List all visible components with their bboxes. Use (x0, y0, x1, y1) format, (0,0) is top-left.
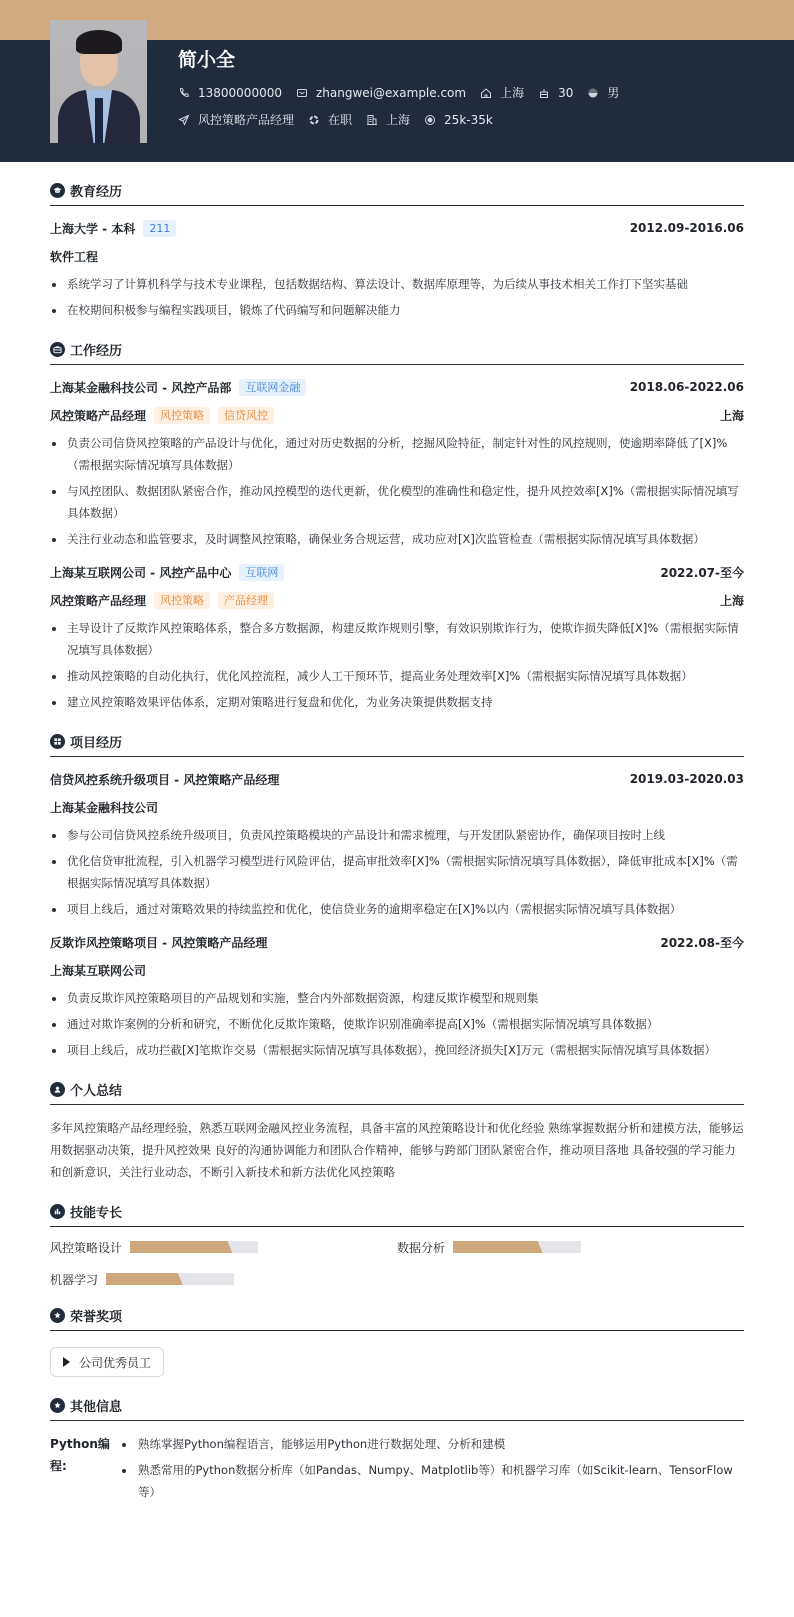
section-divider (50, 205, 744, 206)
email-item: zhangwei@example.com (296, 86, 466, 100)
section-divider (50, 1226, 744, 1227)
status-icon (308, 114, 320, 126)
major: 软件工程 (50, 249, 99, 264)
list-item: 关注行业动态和监管要求，及时调整风控策略，确保业务合规运营，成功应对[X]次监管检查（需根据实际情况填写具体数据） (50, 528, 744, 550)
resume-body (0, 179, 794, 1507)
city-item: 上海 (480, 84, 524, 101)
skill-name: 数据分析 (397, 1240, 446, 1255)
project-company: 上海某互联网公司 (50, 963, 147, 978)
skill-name: 风控策略设计 (50, 1240, 123, 1255)
age-item: 30 (538, 86, 573, 100)
work-location: 上海 (719, 593, 744, 608)
award-item[interactable]: 公司优秀员工 (50, 1347, 164, 1377)
company-name: 上海某金融科技公司 - 风控产品部 (50, 380, 232, 395)
other-info-label: Python编程: (50, 1437, 110, 1473)
section-title: 个人总结 (70, 1083, 123, 1099)
list-item: 系统学习了计算机科学与技术专业课程，包括数据结构、算法设计、数据库原理等，为后续从事技术相关工作打下坚实基础 (50, 273, 744, 295)
work-entry (50, 563, 744, 713)
other-info-section (50, 1394, 744, 1507)
project-company: 上海某金融科技公司 (50, 800, 159, 815)
skill-name: 机器学习 (50, 1272, 99, 1287)
school-tag: 211 (143, 220, 176, 237)
project-name: 信贷风控系统升级项目 - 风控策略产品经理 (50, 772, 280, 787)
skill-tag: 产品经理 (218, 592, 274, 609)
education-section (50, 179, 744, 321)
skill-item (50, 1239, 397, 1255)
skills-section (50, 1200, 744, 1287)
section-divider (50, 1420, 744, 1421)
section-title: 荣誉奖项 (70, 1309, 123, 1325)
home-icon (480, 87, 492, 99)
skill-tag: 风控策略 (154, 592, 210, 609)
project-period: 2019.03-2020.03 (629, 772, 744, 786)
project-entry (50, 933, 744, 1061)
send-icon (178, 114, 190, 126)
list-item: 主导设计了反欺诈风控策略体系，整合多方数据源，构建反欺诈规则引擎，有效识别欺诈行为，使欺诈损失降低[X]%（需根据实际情况填写具体数据） (50, 617, 744, 661)
project-name: 反欺诈风控策略项目 - 风控策略产品经理 (50, 935, 268, 950)
list-item: 负责公司信贷风控策略的产品设计与优化，通过对历史数据的分析，挖掘风险特征，制定针对性的风控规则，使逾期率降低了[X]%（需根据实际情况填写具体数据） (50, 432, 744, 476)
section-title: 技能专长 (70, 1205, 123, 1221)
graduation-cap-icon (50, 183, 65, 198)
contact-row (178, 84, 633, 101)
awards-section (50, 1304, 744, 1377)
employment-status-item: 在职 (308, 111, 352, 128)
skill-tag: 风控策略 (154, 407, 210, 424)
work-period: 2018.06-2022.06 (629, 380, 744, 394)
work-period: 2022.07-至今 (660, 565, 744, 580)
list-item: 参与公司信贷风控系统升级项目，负责风控策略模块的产品设计和需求梳理，与开发团队紧密协作，确保项目按时上线 (50, 824, 744, 846)
education-period: 2012.09-2016.06 (629, 221, 744, 235)
section-title: 其他信息 (70, 1399, 123, 1415)
school-name: 上海大学 - 本科 (50, 221, 136, 236)
skill-level-bar (106, 1273, 234, 1285)
skill-tag: 信贷风控 (218, 407, 274, 424)
building-icon (366, 114, 378, 126)
section-divider (50, 364, 744, 365)
section-divider (50, 1104, 744, 1105)
section-divider (50, 756, 744, 757)
target-position-item: 风控策略产品经理 (178, 111, 294, 128)
skill-item (397, 1239, 744, 1255)
resume-header (0, 40, 794, 162)
education-entry (50, 219, 744, 321)
user-icon (50, 1082, 65, 1097)
list-item: 负责反欺诈风控策略项目的产品规划和实施，整合内外部数据资源，构建反欺诈模型和规则集 (50, 987, 744, 1009)
list-item: 建立风控策略效果评估体系，定期对策略进行复盘和优化，为业务决策提供数据支持 (50, 691, 744, 713)
work-section (50, 338, 744, 713)
candidate-name: 简小全 (178, 49, 236, 71)
briefcase-icon (50, 342, 65, 357)
list-item: 推动风控策略的自动化执行，优化风控流程，减少人工干预环节，提高业务处理效率[X]%（需根据实际情况填写具体数据） (50, 665, 744, 687)
avatar-photo (50, 20, 147, 143)
list-item: 项目上线后，通过对策略效果的持续监控和优化，使信贷业务的逾期率稳定在[X]%以内（需根据实际情况填写具体数据） (50, 898, 744, 920)
section-title: 教育经历 (70, 184, 123, 200)
summary-text: 多年风控策略产品经理经验，熟悉互联网金融风控业务流程，具备丰富的风控策略设计和优化经验 熟练掌握数据分析和建模方法，能够运用数据驱动决策，提升风控效果 良好的沟通协调能力和团队合作精神，能够与跨部门团队紧密合作，推动项目落地 具备较强的学习能力和创新意识，关注行业动态，不断引入新技术和新方法优化风控策略 (50, 1121, 744, 1179)
job-role: 风控策略产品经理 (50, 593, 147, 608)
job-role: 风控策略产品经理 (50, 408, 147, 423)
list-item: 通过对欺诈案例的分析和研究，不断优化反欺诈策略，使欺诈识别准确率提高[X]%（需根据实际情况填写具体数据） (50, 1013, 744, 1035)
gender-item: 男 (587, 84, 619, 101)
industry-tag: 互联网 (239, 564, 284, 581)
bar-chart-icon (50, 1204, 65, 1219)
summary-section (50, 1078, 744, 1183)
grid-icon (50, 734, 65, 749)
mail-icon (296, 87, 308, 99)
award-icon (50, 1308, 65, 1323)
skill-level-bar (130, 1241, 258, 1253)
list-item: 在校期间积极参与编程实践项目，锻炼了代码编写和问题解决能力 (50, 299, 744, 321)
industry-tag: 互联网金融 (239, 379, 306, 396)
gender-icon (587, 87, 599, 99)
salary-item: 25k-35k (424, 113, 493, 127)
list-item: 熟练掌握Python编程语言，能够运用Python进行数据处理、分析和建模 (120, 1433, 744, 1455)
project-entry (50, 770, 744, 920)
work-location: 上海 (719, 408, 744, 423)
target-city-item: 上海 (366, 111, 410, 128)
company-name: 上海某互联网公司 - 风控产品中心 (50, 565, 232, 580)
section-title: 工作经历 (70, 343, 123, 359)
job-intent-row (178, 111, 507, 128)
age-icon (538, 87, 550, 99)
phone-icon (178, 87, 190, 99)
list-item: 项目上线后，成功拦截[X]笔欺诈交易（需根据实际情况填写具体数据），挽回经济损失[X]万元（需根据实际情况填写具体数据） (50, 1039, 744, 1061)
projects-section (50, 730, 744, 1061)
work-entry (50, 378, 744, 550)
other-info-item (50, 1433, 744, 1507)
triangle-right-icon (63, 1357, 70, 1367)
skill-item (50, 1271, 397, 1287)
phone-item: 13800000000 (178, 86, 282, 100)
section-divider (50, 1330, 744, 1331)
list-item: 熟悉常用的Python数据分析库（如Pandas、Numpy、Matplotlib等）和机器学习库（如Scikit-learn、TensorFlow等） (120, 1459, 744, 1503)
salary-icon (424, 114, 436, 126)
list-item: 优化信贷审批流程，引入机器学习模型进行风险评估，提高审批效率[X]%（需根据实际情况填写具体数据），降低审批成本[X]%（需根据实际情况填写具体数据） (50, 850, 744, 894)
project-period: 2022.08-至今 (660, 935, 744, 950)
section-title: 项目经历 (70, 735, 123, 751)
skill-level-bar (453, 1241, 581, 1253)
info-icon (50, 1398, 65, 1413)
list-item: 与风控团队、数据团队紧密合作，推动风控模型的迭代更新，优化模型的准确性和稳定性，提升风控效率[X]%（需根据实际情况填写具体数据） (50, 480, 744, 524)
